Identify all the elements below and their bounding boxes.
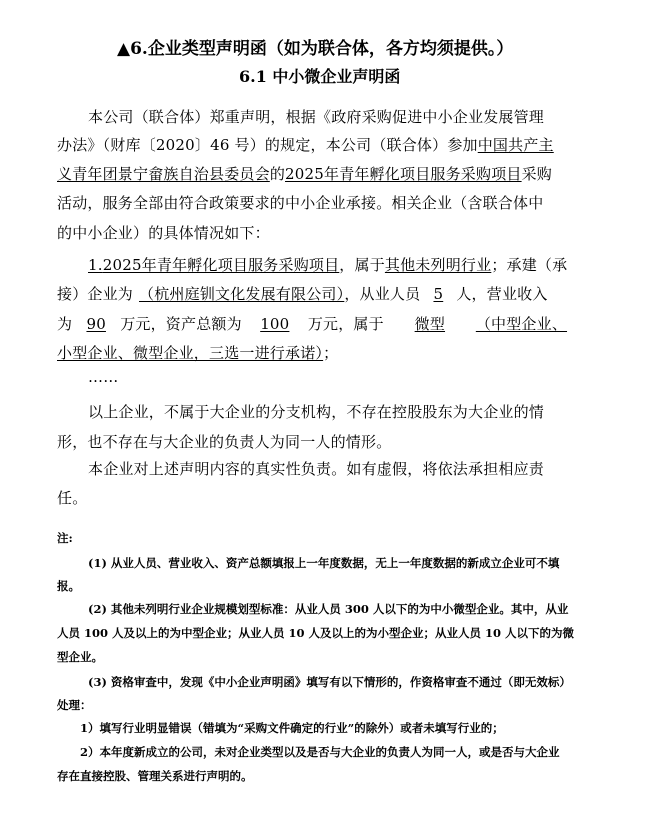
paragraph-text: 采购 <box>521 165 552 183</box>
item-text: ，从业人员 <box>344 285 421 303</box>
note-line: 型企业。 <box>57 650 103 664</box>
item-text: 万元，资产总额为 <box>120 315 242 333</box>
note-line: 存在直接控股、管理关系进行声明的。 <box>57 769 253 783</box>
assets-value: 100 <box>260 315 290 333</box>
item-text: 万元，属于 <box>307 315 384 333</box>
paragraph-text: 办法》（财库〔2020〕46 号）的规定，本公司（联合体）参加 <box>57 136 478 154</box>
paragraph-line: 本企业对上述声明内容的真实性负责。如有虚假，将依法承担相应责 <box>88 460 545 478</box>
project-name: 2025年青年孵化项目服务采购项目 <box>285 165 522 183</box>
paragraph-line <box>57 163 552 184</box>
item-project-name: 2025年青年孵化项目服务采购项目 <box>102 256 340 274</box>
note-line: 2）本年度新成立的公司，未对企业类型以及是否与大企业的负责人为同一人，或是否与大企业 <box>80 745 560 759</box>
paragraph-line <box>57 134 554 155</box>
note-line: (3) 资格审查中，发现《中小企业声明函》填写有以下情形的，作资格审查不通过（即无效标） <box>88 675 571 689</box>
item-line <box>57 342 338 363</box>
paragraph-line: 的中小企业）的具体情况如下： <box>57 224 270 242</box>
ellipsis: …… <box>88 368 119 386</box>
item-text: 为 <box>57 315 73 333</box>
staff-count: 5 <box>433 285 444 303</box>
industry-name: 其他未列明行业 <box>384 256 492 274</box>
company-name: （杭州庭钏文化发展有限公司） <box>139 285 345 303</box>
item-text: 接）企业为 <box>57 285 134 303</box>
item-text: （中型企业、 <box>475 315 568 333</box>
item-text: ；承建（承 <box>491 256 568 274</box>
paragraph-line: 形，也不存在与大企业的负责人为同一人的情形。 <box>57 433 392 451</box>
item-number: 1. <box>88 256 103 274</box>
note-line: (1) 从业人员、营业收入、资产总额填报上一年度数据，无上一年度数据的新成立企业可不填 <box>88 556 560 570</box>
note-line: 处理： <box>57 698 92 712</box>
paragraph-line: 任。 <box>57 489 88 507</box>
document-subtitle: 6.1 中小微企业声明函 <box>239 67 401 86</box>
item-text: 小型企业、微型企业，三选一进行承诺） <box>57 344 324 362</box>
item-text: 人，营业收入 <box>456 285 548 303</box>
enterprise-type: 微型 <box>414 315 446 333</box>
paragraph-line: 以上企业，不属于大企业的分支机构，不存在控股股东为大企业的情 <box>88 403 545 421</box>
paragraph-text: 的 <box>269 165 286 183</box>
buyer-name: 中国共产主 <box>477 136 554 154</box>
document-title: ▲6.企业类型声明函（如为联合体，各方均须提供。） <box>117 39 514 59</box>
paragraph-line: 活动，服务全部由符合政策要求的中小企业承接。相关企业（含联合体中 <box>57 194 544 212</box>
note-line: 人员 100 人及以上的为中型企业；从业人员 10 人及以上的为小型企业；从业人员 10 人以下的为微 <box>57 626 575 640</box>
item-line <box>57 313 567 334</box>
buyer-name: 义青年团景宁畲族自治县委员会 <box>57 165 270 183</box>
notes-label: 注: <box>57 531 73 545</box>
note-line: 报。 <box>57 579 80 593</box>
paragraph-line: 本公司（联合体）郑重声明，根据《政府采购促进中小企业发展管理 <box>88 108 545 126</box>
item-text: ； <box>323 344 339 362</box>
revenue-value: 90 <box>86 315 106 333</box>
item-line <box>88 254 567 275</box>
note-line: (2) 其他未列明行业企业规模划型标准：从业人员 300 人以下的为中小微型企业。其中，从业 <box>88 602 569 616</box>
item-text: ，属于 <box>339 256 385 274</box>
item-line <box>57 283 548 304</box>
note-line: 1）填写行业明显错误（错填为“采购文件确定的行业”的除外）或者未填写行业的； <box>80 721 504 735</box>
